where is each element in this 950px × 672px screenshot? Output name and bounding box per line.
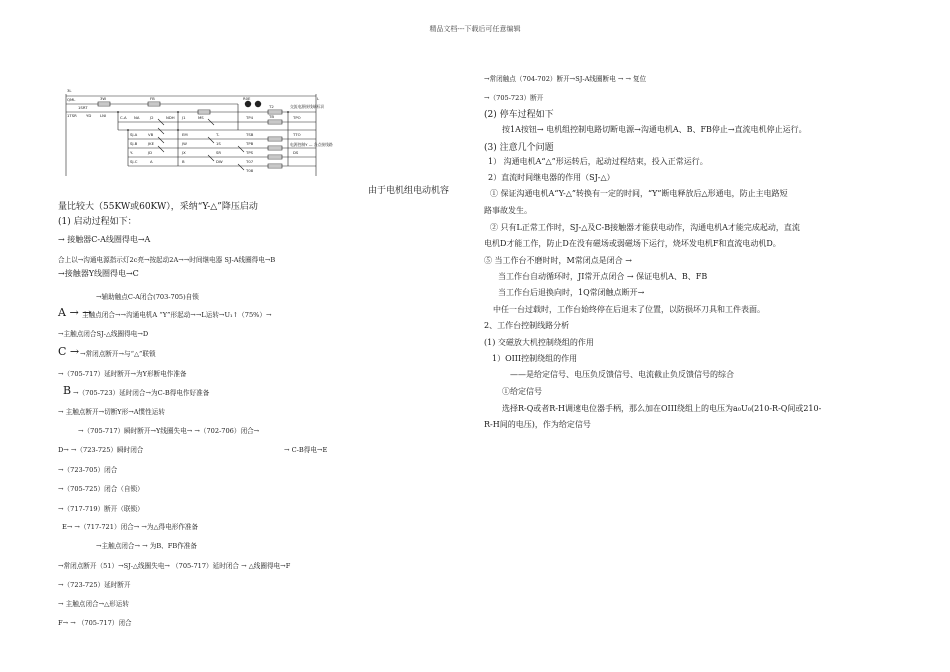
text-line: 1）OIII控制绕组的作用 (492, 354, 578, 363)
svg-text:TTO: TTO (293, 132, 301, 137)
text-line: 中任一台过载时，工作台始终停在后退末了位置，以防损坏刀具和工件表面。 (493, 305, 765, 314)
svg-text:J1: J1 (182, 115, 186, 120)
svg-text:L: L (317, 96, 320, 101)
svg-text:SJ-A: SJ-A (130, 132, 138, 137)
text-line: → 主触点闭合→△形运转 (58, 600, 129, 608)
svg-text:VB: VB (148, 132, 154, 137)
intro-tail: 由于电机组电动机容 (368, 186, 450, 196)
text-line: 2）直流时间继电器的作用（SJ-△） (488, 173, 615, 182)
text-line: → C-B得电→E (284, 446, 328, 454)
section-heading: (3) 注意几个问题 (484, 143, 554, 153)
text-line: →（705-717）瞬时断开→Y线圈失电→ →（702-706）闭合→ (78, 427, 260, 435)
text-line: F→ → （705-717）闭合 (58, 619, 132, 627)
svg-text:YD: YD (86, 113, 92, 118)
text-line: →（723-725）延时断开 (58, 581, 131, 589)
text-line: →（705-725）闭合（自锁） (58, 485, 144, 493)
text-line: 电机D才能工作，防止D在没有磁场或弱磁场下运行，烧坏发电机F和直流电动机D。 (484, 239, 781, 248)
svg-text:NA: NA (134, 115, 140, 120)
text-line: →主触点闭合→ → 为B、FB作准备 (96, 542, 197, 550)
svg-text:A: A (150, 159, 153, 164)
svg-text:电源控制Y — 各点接线路: 电源控制Y — 各点接线路 (290, 142, 333, 147)
svg-text:T08: T08 (246, 168, 254, 173)
svg-text:JD: JD (148, 150, 153, 155)
text-line: B (63, 384, 72, 397)
svg-text:SJ-B: SJ-B (130, 141, 138, 146)
svg-text:交流电源接线端标识: 交流电源接线端标识 (290, 104, 325, 109)
text-line: 合上以→沟通电源指示灯2c亮→按起动2A→→时间继电器 SJ-A线圈得电→B (58, 256, 276, 264)
intro-text: 量比较大（55KW或60KW），采纳“Y-△”降压启动 (58, 202, 258, 212)
svg-text:SJ-C: SJ-C (130, 159, 138, 164)
text-line: →主触点闭合SJ-△线圈得电→D (58, 330, 149, 338)
svg-text:MS: MS (198, 115, 204, 120)
text-line: →（705-723）断开 (484, 94, 544, 102)
svg-text:T-: T- (216, 132, 220, 137)
text-line: 1） 沟通电机A“△”形运转后，起动过程结束，投入正常运行。 (488, 157, 708, 166)
text-line: →常闭点断开→与“△”联锁 (80, 350, 156, 358)
svg-text:EM: EM (182, 132, 188, 137)
section-heading: 2、工作台控制线路分析 (484, 321, 570, 330)
text-line: →（705-717）延时断开→为Y形断电作准备 (58, 370, 187, 378)
page-header: 精品文档---下载后可任意编辑 (429, 25, 521, 33)
text-line: 当工作台自动循环时，JI常开点闭合 → 保证电机A、B、FB (498, 272, 708, 281)
text-line: →常闭触点（704-702）断开→SJ-A线圈断电 → → 复位 (484, 75, 647, 83)
svg-text:T2: T2 (269, 104, 274, 109)
text-line: R-H间的电压)，作为给定信号 (484, 420, 591, 429)
text-line: 当工作台后退换向时，1Q常闭触点断开→ (498, 288, 645, 297)
svg-text:TP4: TP4 (246, 115, 254, 120)
text-line: →接触器Y线圈得电→C (58, 269, 139, 278)
svg-text:R0E: R0E (243, 96, 251, 101)
svg-text:Y-: Y- (130, 150, 134, 155)
svg-text:DW: DW (216, 159, 223, 164)
svg-text:TB: TB (269, 114, 274, 119)
section-heading: (2) 停车过程如下 (484, 110, 554, 120)
text-line: A → → (58, 306, 92, 319)
text-line: ①给定信号 (502, 387, 542, 396)
text-line: C → (58, 345, 80, 358)
section-heading: (1) 启动过程如下： (58, 217, 137, 227)
text-line: →（705-723）延时闭合→为C-B得电作好准备 (73, 389, 210, 397)
text-line: → 接触器C-A线圈得电→A (58, 235, 151, 244)
text-line: →辅助触点C-A闭合(703-705)自锁 (96, 293, 199, 301)
text-line: 选择R-Q或者R-H调速电位器手柄，那么加在OIII绕组上的电压为a₀U₀(210-R-Q间或210- (502, 404, 822, 413)
svg-text:SR: SR (216, 150, 222, 155)
text-line: →（723-705）闭合 (58, 466, 118, 474)
text-line: 按1A按钮→ 电机组控制电路切断电源→沟通电机A、B、FB停止→直流电机停止运行。 (502, 125, 807, 134)
svg-text:TPO: TPO (293, 115, 301, 120)
text-line: 路事故发生。 (484, 206, 532, 215)
text-line: 主触点闭合→→沟通电机A “Y”形起动→→L运转→U₁↑（75%）→ (82, 311, 272, 319)
svg-text:1SRT: 1SRT (78, 105, 88, 110)
text-line: ② 只有L正常工作时，SJ-△及C-B接触器才能获电动作，沟通电机A才能完成起动，直流 (490, 223, 800, 232)
svg-text:1TSR: 1TSR (67, 113, 77, 118)
text-line: D→ →（723-725）瞬时闭合 (58, 446, 144, 454)
svg-text:QML: QML (67, 97, 76, 102)
text-line: → 主触点断开→切断Y形→A惯性运转 (58, 408, 165, 416)
text-line: ——是给定信号、电压负反馈信号、电流截止负反馈信号的综合 (510, 370, 734, 379)
text-line: →常闭点断开（51）→SJ-△线圈失电→ （705-717）延时闭合 → △线圈得电→F (58, 562, 291, 570)
svg-text:B: B (182, 159, 185, 164)
text-line: (1) 交磁放大机控制绕组的作用 (484, 338, 594, 347)
svg-text:JX: JX (182, 150, 186, 155)
svg-text:LNI: LNI (100, 113, 107, 118)
svg-text:3L: 3L (67, 88, 72, 93)
text-line: ⑤ 当工作台不磨时时，M常闭点是闭合 → (484, 256, 632, 265)
text-line: ① 保证沟通电机A“Y-△”转换有一定的时间，“Y”断电释放后△形通电，防止主电路短 (490, 189, 788, 198)
svg-text:3W: 3W (100, 96, 107, 101)
svg-text:DS: DS (293, 150, 299, 155)
svg-text:C-A: C-A (120, 115, 127, 120)
svg-text:TSB: TSB (246, 132, 254, 137)
svg-text:TPS: TPS (246, 150, 254, 155)
text-line: E→ →（717-721）闭合→ →为△得电形作准备 (62, 523, 199, 531)
text-line: →（717-719）断开（联锁） (58, 505, 144, 513)
svg-text:JKE: JKE (148, 141, 155, 146)
svg-text:J2: J2 (150, 115, 154, 120)
svg-text:TPB: TPB (246, 141, 254, 146)
svg-text:JW: JW (182, 141, 187, 146)
circuit-diagram (58, 84, 358, 179)
svg-text:NDH: NDH (166, 115, 175, 120)
svg-text:T07: T07 (246, 159, 254, 164)
svg-text:FB: FB (150, 96, 155, 101)
svg-text:1S: 1S (216, 141, 221, 146)
